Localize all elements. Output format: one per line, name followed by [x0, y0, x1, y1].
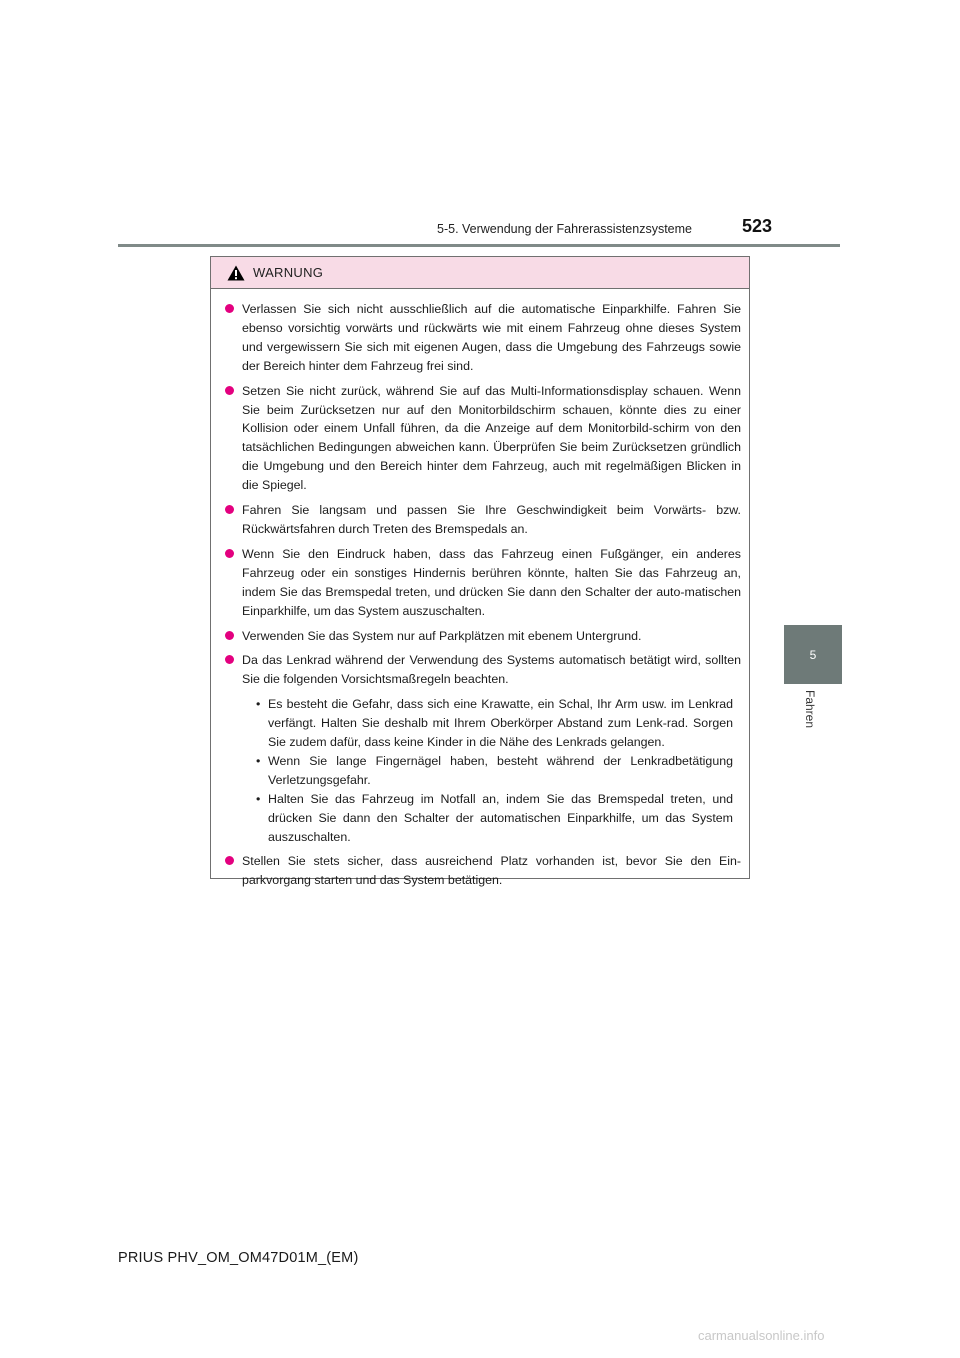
bullet-icon: [225, 304, 234, 313]
bullet-icon: [225, 386, 234, 395]
warning-title: WARNUNG: [253, 265, 324, 280]
warning-item: Verwenden Sie das System nur auf Parkplätzen mit ebenem Untergrund.: [224, 627, 741, 646]
header-divider: [118, 244, 840, 247]
bullet-icon: [225, 631, 234, 640]
warning-box: [210, 256, 750, 888]
chapter-number: 5: [809, 647, 817, 662]
bullet-icon: [225, 655, 234, 664]
page-number: 523: [742, 216, 773, 236]
sub-list: [242, 695, 741, 846]
warning-header: [211, 257, 749, 289]
sub-list-item: • Wenn Sie lange Fingernägel haben, besteht während der Lenkradbetätigung Verletzungsgefahr.: [256, 753, 733, 787]
warning-item: Stellen Sie stets sicher, dass ausreichend Platz vorhanden ist, bevor Sie den Ein-parkvorgang starten und das System betätigen.: [224, 852, 741, 890]
bullet-icon: [225, 549, 234, 558]
bullet-icon: [225, 505, 234, 514]
sub-bullet: •: [256, 753, 261, 768]
warning-item: Setzen Sie nicht zurück, während Sie auf das Multi-Informationsdisplay schauen. Wenn Sie beim Zurücksetzen nur auf den Monitorbildschirm schauen, könnte dies zu einer Kollision oder einem Unfall führen, da die Anzeige auf dem Monitorbild-schirm von den tatsächlichen Bedingungen abweichen kann. Überprüfen Sie beim Zurücksetzen gründlich die Umgebung und den Bereich hinter dem Fahrzeug, auch mit regelmäßigen Blicken in die Spiegel.: [224, 382, 741, 495]
sub-bullet: •: [256, 791, 261, 806]
chapter-tab: [784, 625, 842, 684]
section-title: 5-5. Verwendung der Fahrerassistenzsysteme: [437, 222, 692, 236]
warning-body: [211, 289, 749, 890]
sub-list-item: • Es besteht die Gefahr, dass sich eine Krawatte, ein Schal, Ihr Arm usw. im Lenkrad verfängt. Halten Sie deshalb mit Ihrem Oberkörper Abstand zum Lenk-rad. Sorgen Sie zudem dafür, dass keine Kinder in die Nähe des Lenkrads gelangen.: [256, 697, 733, 750]
warning-item: Verlassen Sie sich nicht ausschließlich auf die automatische Einparkhilfe. Fahren Sie ebenso vorsichtig vorwärts und rückwärts wie mit einem Fahrzeug ohne dieses System und vergewissern Sie sich mit eigenen Augen, dass die Umgebung des Fahrzeugs sowie der Bereich hinter dem Fahrzeug frei sind.: [224, 300, 741, 376]
warning-item: Wenn Sie den Eindruck haben, dass das Fahrzeug einen Fußgänger, ein anderes Fahrzeug oder ein sonstiges Hindernis berühren könnte, halten Sie das Fahrzeug an, indem Sie das Bremspedal treten, und drücken Sie dann den Schalter der auto-matischen Einparkhilfe, um das System auszuschalten.: [224, 545, 741, 621]
watermark: carmanualsonline.info: [698, 1328, 825, 1343]
document-id: PRIUS PHV_OM_OM47D01M_(EM): [118, 1250, 359, 1266]
chapter-label: Fahren: [803, 690, 817, 729]
warning-item: Fahren Sie langsam und passen Sie Ihre Geschwindigkeit beim Vorwärts- bzw. Rückwärtsfahren durch Treten des Bremspedals an.: [224, 501, 741, 539]
warning-triangle-icon: [227, 265, 245, 281]
sub-bullet: •: [256, 697, 261, 712]
warning-item: Da das Lenkrad während der Verwendung des Systems automatisch betätigt wird, sollten Sie die folgenden Vorsichtsmaßregeln beachten. • Es besteht die Gefahr, dass sich eine Krawatte, ein Schal, Ihr Arm usw. im Lenkrad verfängt. Halten Sie deshalb mit Ihrem Oberkörper Abstand zum Lenk-rad. Sorgen Sie zudem dafür, dass keine Kinder in die Nähe des Lenkrads gelangen. • Wenn Sie lange Fingernägel haben, besteht während der Lenkradbetätigung Verletzungsgefahr. • Halten Sie das Fahrzeug im Notfall an, indem Sie das Bremspedal treten, und drücken Sie dann den Schalter der automatischen Einparkhilfe, um das System auszuschalten.: [224, 651, 741, 846]
sub-list-item: • Halten Sie das Fahrzeug im Notfall an, indem Sie das Bremspedal treten, und drücken Sie dann den Schalter der automatischen Einparkhilfe, um das System auszuschalten.: [256, 791, 733, 844]
bullet-icon: [225, 856, 234, 865]
